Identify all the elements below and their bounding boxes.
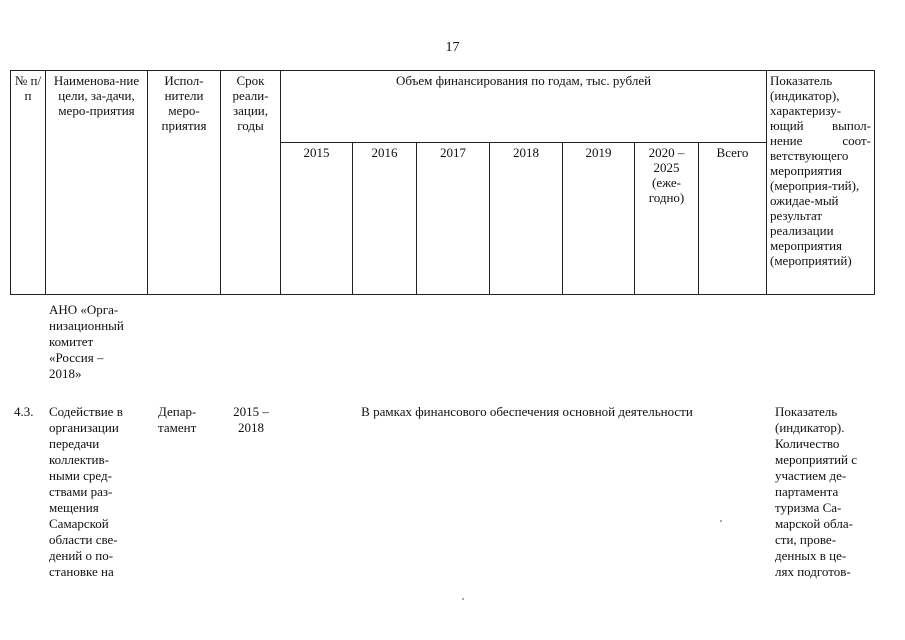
row-name-line: ствами раз-	[49, 484, 113, 499]
row-name-line: Самарской	[49, 516, 109, 531]
row-name-line: коллектив-	[49, 452, 109, 467]
header-year-2017: 2017	[417, 143, 490, 295]
row-indicator-line: Количество	[775, 436, 840, 451]
row-name-line: области све-	[49, 532, 118, 547]
continuation-line: АНО «Орга-	[49, 302, 119, 317]
continuation-line: комитет	[49, 334, 94, 349]
header-year-2016: 2016	[353, 143, 417, 295]
header-name: Наименова-ние цели, за-дачи, меро-приятия	[46, 71, 148, 295]
row-name-line: дений о по-	[49, 548, 114, 563]
header-year-2018: 2018	[490, 143, 563, 295]
header-num: № п/п	[11, 71, 46, 295]
row-name-line: передачи	[49, 436, 100, 451]
row-indicator	[775, 404, 879, 580]
row-term-line: 2015 –	[233, 404, 269, 419]
row-indicator-line: туризма Са-	[775, 500, 842, 515]
continuation-line: «Россия –	[49, 350, 104, 365]
row-term	[220, 404, 282, 436]
row-indicator-line: участием де-	[775, 468, 847, 483]
header-executors: Испол-нители меро-приятия	[148, 71, 221, 295]
row-name-line: организации	[49, 420, 119, 435]
scan-speck	[720, 520, 722, 522]
continuation-name	[49, 302, 145, 382]
page-number: 17	[445, 40, 460, 55]
row-indicator-line: (индикатор).	[775, 420, 845, 435]
header-term: Срок реали-зации, годы	[221, 71, 281, 295]
scan-speck	[462, 598, 464, 600]
row-term-line: 2018	[238, 420, 264, 435]
row-indicator-line: сти, прове-	[775, 532, 837, 547]
header-year-2015: 2015	[281, 143, 353, 295]
row-name	[49, 404, 145, 580]
row-indicator-line: денных в це-	[775, 548, 847, 563]
header-total: Всего	[699, 143, 767, 295]
row-indicator-line: мероприятий с	[775, 452, 858, 467]
row-funding: В рамках финансового обеспечения основной деятельности	[361, 404, 693, 419]
row-name-line: становке на	[49, 564, 114, 579]
continuation-line: низационный	[49, 318, 124, 333]
row-name-line: ными сред-	[49, 468, 112, 483]
continuation-line: 2018»	[49, 366, 82, 381]
row-name-line: Содействие в	[49, 404, 123, 419]
header-funding: Объем финансирования по годам, тыс. рублей	[281, 71, 767, 143]
table-header	[10, 70, 875, 295]
row-executor-line: тамент	[158, 420, 197, 435]
row-indicator-line: марской обла-	[775, 516, 853, 531]
row-indicator-line: Показатель	[775, 404, 838, 419]
row-indicator-line: партамента	[775, 484, 839, 499]
header-year-2019: 2019	[563, 143, 635, 295]
row-indicator-line: лях подготов-	[775, 564, 851, 579]
header-indicator: Показатель (индикатор), характеризу-ющий выпол-нение соот-ветствующего мероприятия (мероприя-тий), ожидае-мый результат реализации мероприятия (мероприятий)	[767, 71, 875, 295]
row-executor	[158, 404, 220, 436]
row-number: 4.3.	[14, 404, 34, 419]
row-executor-line: Депар-	[158, 404, 197, 419]
row-name-line: мещения	[49, 500, 99, 515]
header-year-2020-2025: 2020 – 2025 (еже-годно)	[635, 143, 699, 295]
